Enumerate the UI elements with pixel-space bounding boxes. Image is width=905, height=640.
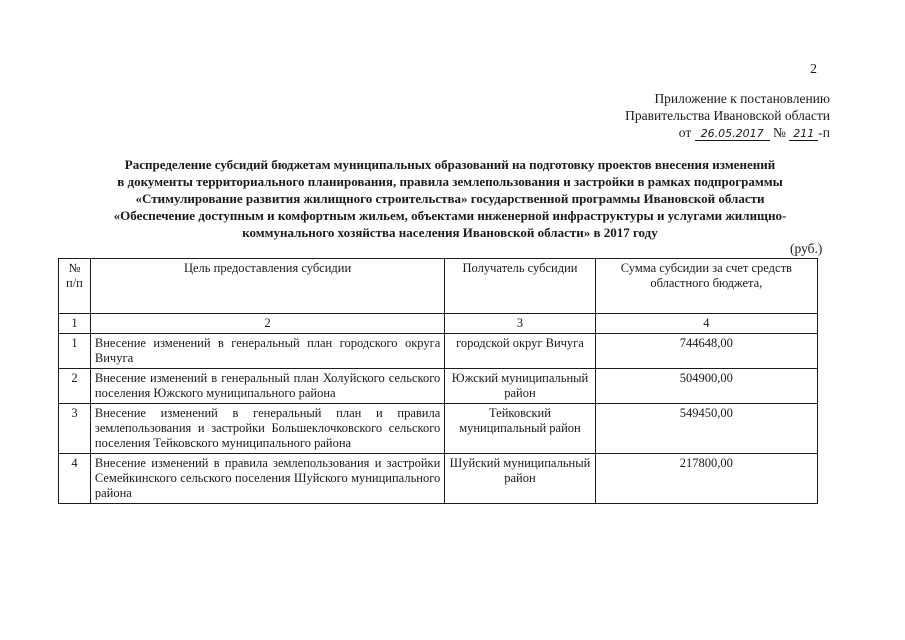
cell-purpose: Внесение изменений в генеральный план и правила землепользования и застройки Большеклочковского сельского поселения Тейковского муниципального района (90, 404, 444, 454)
column-number: 2 (90, 314, 444, 334)
header-amount: Сумма субсидии за счет средств областного бюджета, (595, 259, 817, 314)
appendix-line-1: Приложение к постановлению (654, 91, 830, 106)
table-header-row (59, 259, 818, 314)
cell-num: 1 (59, 334, 91, 369)
appendix-ot: от (678, 125, 692, 140)
header-num: № п/п (59, 259, 91, 314)
cell-num: 4 (59, 454, 91, 504)
title-line-4: «Обеспечение доступным и комфортным жильем, объектами инженерной инфраструктуры и услугами жилищно- (113, 208, 787, 223)
cell-num: 3 (59, 404, 91, 454)
cell-recipient: Тейковский муниципальный район (445, 404, 595, 454)
currency-unit: (руб.) (790, 241, 823, 256)
cell-amount: 549450,00 (595, 404, 817, 454)
appendix-no-label: № (773, 125, 786, 140)
cell-purpose: Внесение изменений в правила землепользования и застройки Семейкинского сельского поселения Шуйского муниципального района (90, 454, 444, 504)
cell-amount: 504900,00 (595, 369, 817, 404)
header-recipient: Получатель субсидии (445, 259, 595, 314)
cell-amount: 744648,00 (595, 334, 817, 369)
title-line-5: коммунального хозяйства населения Ивановской области» в 2017 году (242, 225, 658, 240)
column-number: 3 (445, 314, 595, 334)
title-line-2: в документы территориального планирования, правила землепользования и застройки в рамках подпрограммы (117, 174, 783, 189)
table-row (59, 334, 818, 369)
table-row (59, 369, 818, 404)
document-title (40, 156, 860, 241)
cell-purpose: Внесение изменений в генеральный план городского округа Вичуга (90, 334, 444, 369)
appendix-header (560, 90, 830, 142)
table-row (59, 404, 818, 454)
title-line-1: Распределение субсидий бюджетам муниципальных образований на подготовку проектов внесения изменений (124, 157, 776, 172)
appendix-line-2: Правительства Ивановской области (625, 108, 830, 123)
cell-recipient: Южский муниципальный район (445, 369, 595, 404)
appendix-line-3 (560, 124, 830, 142)
column-number: 4 (595, 314, 817, 334)
title-line-3: «Стимулирование развития жилищного строительства» государственной программы Ивановской области (135, 191, 765, 206)
column-number: 1 (59, 314, 91, 334)
cell-num: 2 (59, 369, 91, 404)
cell-recipient: городской округ Вичуга (445, 334, 595, 369)
page-number: 2 (810, 62, 817, 77)
header-purpose: Цель предоставления субсидии (90, 259, 444, 314)
cell-recipient: Шуйский муниципальный район (445, 454, 595, 504)
appendix-date: 26.05.2017 (695, 127, 770, 141)
appendix-number: 211 (789, 127, 818, 141)
subsidies-table (58, 258, 818, 504)
cell-amount: 217800,00 (595, 454, 817, 504)
column-number-row (59, 314, 818, 334)
appendix-suffix: -п (818, 125, 830, 140)
cell-purpose: Внесение изменений в генеральный план Холуйского сельского поселения Южского муниципального района (90, 369, 444, 404)
table-row (59, 454, 818, 504)
